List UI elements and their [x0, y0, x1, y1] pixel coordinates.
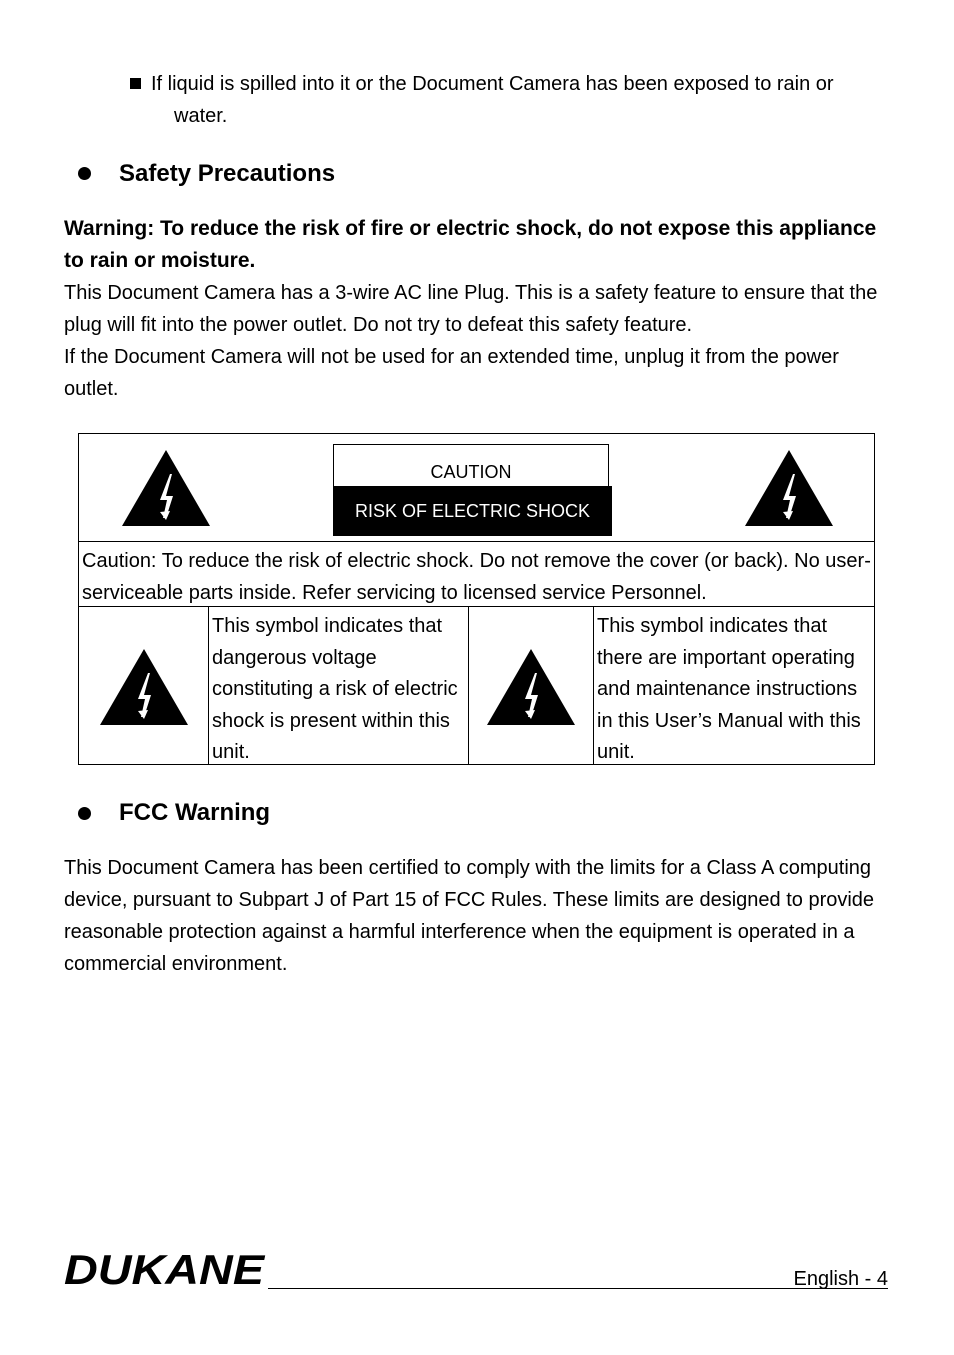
- symbol-2-description: This symbol indicates that there are important operating and maintenance instructions in this User’s Manual with this unit.: [597, 615, 861, 763]
- table-divider: [208, 606, 209, 765]
- table-divider: [78, 541, 875, 542]
- caution-label: CAUTION: [430, 462, 512, 482]
- electric-shock-warning-icon: [743, 448, 835, 528]
- svg-text:DUKANE: DUKANE: [64, 1248, 267, 1288]
- risk-of-shock-label: RISK OF ELECTRIC SHOCK: [333, 486, 612, 536]
- bullet-dot-icon: [78, 167, 91, 180]
- caution-text: Caution: To reduce the risk of electric shock. Do not remove the cover (or back). No user-serviceable parts inside. Refer servicing to licensed service Personnel.: [82, 550, 871, 604]
- electric-shock-warning-icon: [485, 647, 577, 727]
- symbol-1-description: This symbol indicates that dangerous voltage constituting a risk of electric shock is present within this unit.: [212, 615, 458, 763]
- safety-paragraph-2: If the Document Camera will not be used for an extended time, unplug it from the power outlet.: [64, 346, 839, 400]
- fcc-heading: FCC Warning: [119, 799, 271, 826]
- page-number: English - 4: [793, 1268, 888, 1290]
- table-divider: [468, 606, 469, 765]
- list-item-line-2: water.: [174, 105, 228, 127]
- bullet-dot-icon: [78, 807, 91, 820]
- table-divider: [593, 606, 594, 765]
- electric-shock-warning-icon: [120, 448, 212, 528]
- fcc-paragraph: This Document Camera has been certified to comply with the limits for a Class A computing device, pursuant to Subpart J of Part 15 of FCC Rules. These limits are designed to provide reasonable protection against a harmful interference when the equipment is operated in a commercial environment.: [64, 857, 875, 975]
- warning-text: Warning: To reduce the risk of fire or electric shock, do not expose this appliance to rain or moisture.: [64, 217, 877, 272]
- dukane-logo: [64, 1248, 268, 1293]
- square-bullet-icon: [130, 78, 141, 89]
- safety-paragraph-1: This Document Camera has a 3-wire AC line Plug. This is a safety feature to ensure that the plug will fit into the power outlet. Do not try to defeat this safety feature.: [64, 282, 878, 336]
- electric-shock-warning-icon: [98, 647, 190, 727]
- safety-heading: Safety Precautions: [119, 160, 336, 187]
- list-item-line-1: If liquid is spilled into it or the Document Camera has been exposed to rain or: [151, 73, 834, 95]
